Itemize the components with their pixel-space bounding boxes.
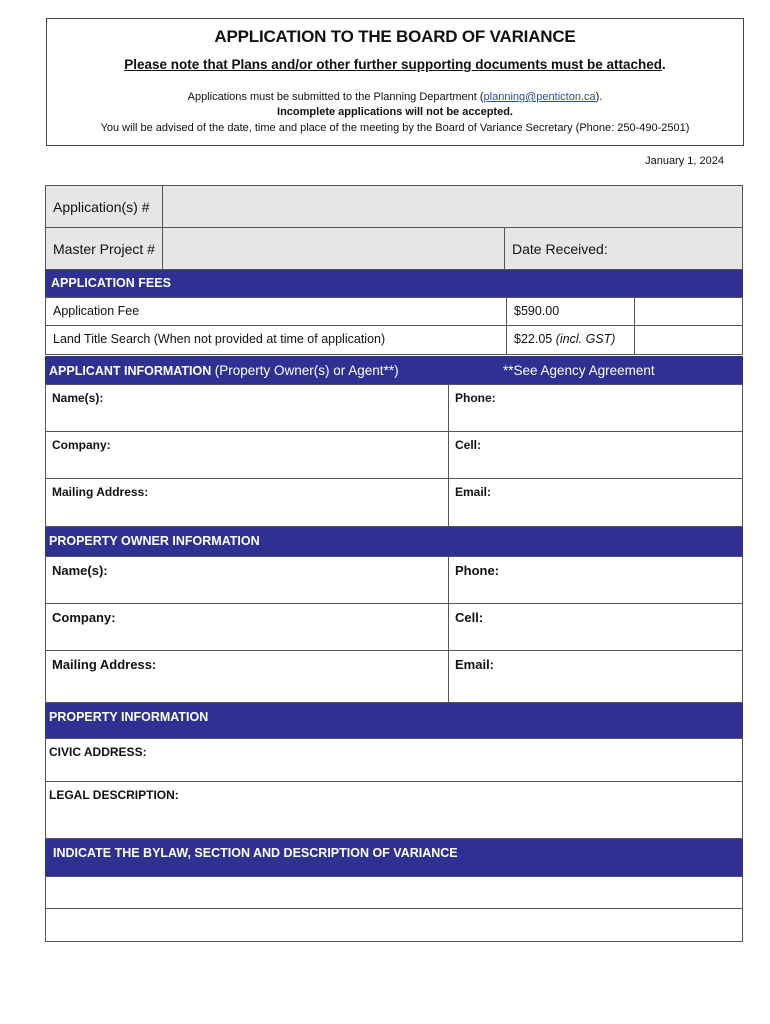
form-title: APPLICATION TO THE BOARD OF VARIANCE — [214, 27, 576, 46]
meeting-notice: You will be advised of the date, time and place of the meeting by the Board of Variance Secretary (Phone: 250-490-2501) — [100, 122, 690, 134]
fee-row-label: Application Fee — [45, 297, 507, 326]
fee-row-label: Land Title Search (When not provided at time of application) — [45, 325, 507, 355]
applicant-company-field[interactable]: Company: — [45, 431, 449, 479]
fee-row-amount: $22.05 (incl. GST) — [506, 325, 635, 355]
owner-cell-field[interactable]: Cell: — [448, 603, 743, 651]
email-link[interactable]: planning@penticton.ca — [483, 91, 596, 103]
variance-heading: INDICATE THE BYLAW, SECTION AND DESCRIPTION OF VARIANCE — [45, 839, 743, 876]
variance-line-field[interactable] — [45, 908, 743, 942]
master-project-field[interactable] — [162, 227, 505, 270]
master-project-label-cell: Master Project # — [45, 227, 163, 270]
fee-row-checkbox[interactable] — [634, 297, 743, 326]
variance-line-field[interactable] — [45, 876, 743, 909]
incomplete-warning: Incomplete applications will not be accepted. — [277, 106, 513, 118]
owner-company-field[interactable]: Company: — [45, 603, 449, 651]
owner-phone-field[interactable]: Phone: — [448, 556, 743, 604]
civic-address-field[interactable]: CIVIC ADDRESS: — [45, 738, 743, 782]
legal-description-field[interactable]: LEGAL DESCRIPTION: — [45, 781, 743, 839]
applicant-phone-field[interactable]: Phone: — [448, 384, 743, 432]
owner-email-field[interactable]: Email: — [448, 650, 743, 703]
applicant-names-field[interactable]: Name(s): — [45, 384, 449, 432]
owner-mailing-field[interactable]: Mailing Address: — [45, 650, 449, 703]
fee-row-amount: $590.00 — [506, 297, 635, 326]
owner-names-field[interactable]: Name(s): — [45, 556, 449, 604]
form-date: January 1, 2024 — [645, 155, 724, 167]
applicant-cell-field[interactable]: Cell: — [448, 431, 743, 479]
applicant-mailing-field[interactable]: Mailing Address: — [45, 478, 449, 527]
applicant-heading: APPLICANT INFORMATION (Property Owner(s) or Agent**) **See Agency Agreement — [45, 356, 743, 384]
fees-heading: APPLICATION FEES — [45, 270, 743, 297]
attachment-note: Please note that Plans and/or other further supporting documents must be attached. — [124, 57, 666, 72]
submission-instruction: Applications must be submitted to the Planning Department (planning@penticton.ca). — [187, 91, 603, 103]
fee-row-checkbox[interactable] — [634, 325, 743, 355]
agency-agreement-note: **See Agency Agreement — [503, 363, 655, 378]
applicant-email-field[interactable]: Email: — [448, 478, 743, 527]
date-received-cell: Date Received: — [504, 227, 743, 270]
form-header — [46, 18, 744, 146]
owner-heading: PROPERTY OWNER INFORMATION — [45, 527, 743, 556]
application-no-label-cell: Application(s) # — [45, 185, 163, 228]
application-no-field[interactable] — [162, 185, 743, 228]
property-heading: PROPERTY INFORMATION — [45, 703, 743, 738]
